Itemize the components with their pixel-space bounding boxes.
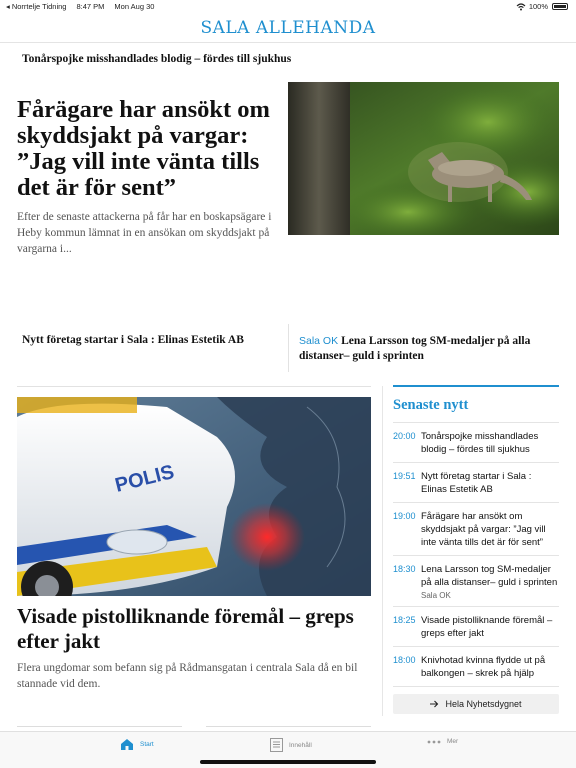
latest-news-text: Lena Larsson tog SM-medaljer på alla distanser– guld i sprinten (421, 564, 558, 588)
latest-news-text: Knivhotad kvinna flydde ut på balkongen – skrek på hjälp (421, 655, 546, 679)
latest-news-time: 19:00 (393, 511, 416, 521)
wifi-icon (516, 3, 525, 10)
second-article-title[interactable]: Visade pistolliknande föremål – greps efter jakt (17, 604, 354, 653)
divider (206, 726, 371, 727)
lead-article-description[interactable]: Efter de senaste attackerna på får har en boskapsägare i Heby kommun lämnat in en ansökan om skyddsjakt på vargarna i... (17, 211, 272, 255)
latest-news-item[interactable] (393, 647, 559, 687)
divider (393, 385, 559, 387)
status-bar (0, 0, 576, 14)
section-tag: Sala OK (299, 335, 339, 347)
second-article-description[interactable]: Flera ungdomar som befann sig på Rådmansgatan i centrala Sala då en bil stannade vid dem. (17, 662, 358, 690)
latest-news-item[interactable] (393, 423, 559, 463)
latest-news-body (421, 654, 559, 680)
latest-news-section: Sala OK (421, 591, 451, 600)
mid-headline-right-text: Lena Larsson tog SM-medaljer på alla distanser– guld i sprinten (299, 335, 531, 362)
latest-news-panel (393, 385, 559, 714)
home-icon (120, 738, 134, 751)
latest-news-text: Tonårspojke misshandlades blodig – fördes till sjukhus (421, 431, 539, 455)
tab-more[interactable] (427, 738, 458, 745)
latest-news-item[interactable] (393, 556, 559, 607)
site-logo[interactable]: SALA ALLEHANDA (200, 18, 376, 38)
tab-start-label: Start (140, 741, 154, 748)
status-time: 8:47 PM (76, 2, 105, 11)
column-divider (382, 386, 383, 716)
latest-news-text: Nytt företag startar i Sala : Elinas Estetik AB (421, 471, 532, 495)
divider (17, 386, 371, 387)
divider (17, 726, 182, 727)
tab-start[interactable] (120, 738, 154, 751)
all-news-button-label: Hela Nyhetsdygnet (445, 699, 522, 709)
latest-news-body (421, 510, 559, 549)
tab-contents[interactable] (270, 738, 312, 752)
second-article-image[interactable] (17, 397, 371, 596)
divider (288, 324, 289, 372)
latest-news-item[interactable] (393, 463, 559, 503)
back-to-app-label[interactable]: ◂ Norrtelje Tidning (6, 2, 67, 11)
more-dots-icon (427, 740, 441, 744)
latest-news-text: Fårägare har ansökt om skyddsjakt på vargar: ”Jag vill inte vänta tills det är för sent” (421, 511, 546, 548)
latest-news-item[interactable] (393, 503, 559, 556)
latest-news-time: 19:51 (393, 471, 416, 481)
latest-news-body (421, 430, 559, 456)
tab-contents-label: Innehåll (289, 741, 312, 749)
mid-headline-left[interactable]: Nytt företag startar i Sala : Elinas Estetik AB (22, 334, 244, 346)
latest-news-text: Visade pistolliknande föremål – greps efter jakt (421, 615, 553, 639)
svg-text:POLIS: POLIS (112, 460, 177, 497)
latest-news-time: 18:30 (393, 564, 416, 574)
latest-news-body (421, 614, 559, 640)
latest-news-body (421, 470, 559, 496)
lead-article-image[interactable] (288, 82, 559, 235)
home-indicator[interactable] (200, 760, 376, 764)
latest-news-heading: Senaste nytt (393, 397, 469, 413)
latest-news-time: 18:25 (393, 615, 416, 625)
latest-news-item[interactable] (393, 607, 559, 647)
battery-icon (552, 3, 568, 10)
latest-news-time: 20:00 (393, 431, 416, 441)
tab-more-label: Mer (447, 738, 459, 745)
battery-percent: 100% (528, 2, 548, 11)
status-date: Mon Aug 30 (114, 2, 155, 11)
latest-news-time: 18:00 (393, 655, 416, 665)
mid-headline-right[interactable] (299, 334, 559, 364)
newspaper-icon (270, 738, 283, 752)
lead-article-title[interactable]: Fårägare har ansökt om skyddsjakt på vargar: ”Jag vill inte vänta tills det är för sent” (17, 96, 270, 201)
topline-headline[interactable]: Tonårspojke misshandlades blodig – fördes till sjukhus (22, 53, 292, 65)
arrow-right-icon (430, 700, 439, 708)
masthead (0, 14, 576, 43)
latest-news-body (421, 563, 559, 600)
all-news-button[interactable] (393, 694, 559, 714)
